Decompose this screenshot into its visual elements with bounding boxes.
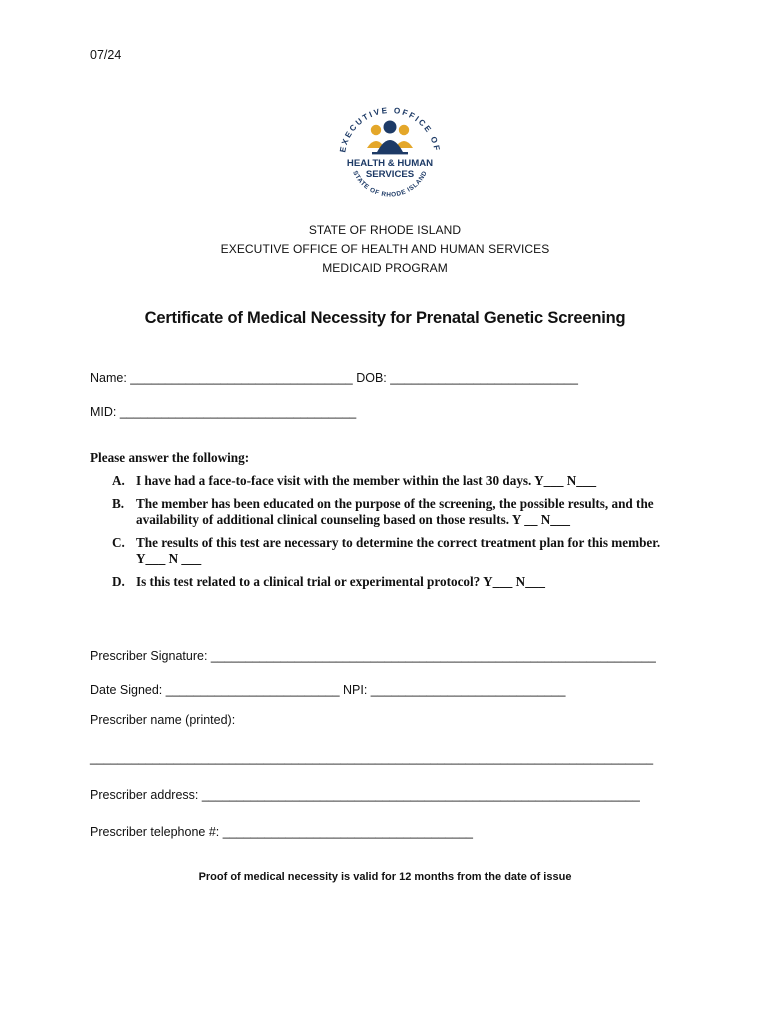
question-d[interactable] xyxy=(90,574,680,591)
agency-program: MEDICAID PROGRAM xyxy=(322,261,448,275)
instructions-lead: Please answer the following: xyxy=(90,450,250,465)
question-text: I have had a face-to-face visit with the member within the last 30 days. Y___ N___ xyxy=(136,473,597,488)
question-c[interactable] xyxy=(90,535,680,568)
question-b[interactable] xyxy=(90,496,680,529)
agency-office: EXECUTIVE OFFICE OF HEALTH AND HUMAN SERVICES xyxy=(220,242,550,256)
question-text: The results of this test are necessary to determine the correct treatment plan for this member. Y___ N ___ xyxy=(136,534,661,566)
question-text: Is this test related to a clinical trial or experimental protocol? Y___ N___ xyxy=(136,573,545,589)
questions-section xyxy=(90,450,680,596)
seal-title-line1: HEALTH & HUMAN xyxy=(346,158,434,169)
date-npi-field[interactable]: Date Signed: _________________________ NPI: ____________________________ xyxy=(90,683,566,697)
agency-state: STATE OF RHODE ISLAND xyxy=(308,223,462,237)
prescriber-address-field[interactable]: Prescriber address: _______________________________________________________________ xyxy=(90,788,640,802)
prescriber-name-label: Prescriber name (printed): xyxy=(90,713,236,727)
question-letter: B. xyxy=(112,495,125,511)
form-title: Certificate of Medical Necessity for Prenatal Genetic Screening xyxy=(144,309,626,327)
eohhs-seal-logo xyxy=(332,96,448,212)
prescriber-phone-field[interactable]: Prescriber telephone #: ____________________________________ xyxy=(90,825,473,839)
prescriber-signature-field[interactable]: Prescriber Signature: ________________________________________________________________ xyxy=(90,649,656,663)
question-letter: A. xyxy=(112,473,125,488)
form-revision-date: 07/24 xyxy=(90,48,122,62)
people-icon xyxy=(367,121,413,155)
question-a[interactable] xyxy=(90,473,680,490)
mid-field[interactable]: MID: __________________________________ xyxy=(90,405,357,419)
seal-title-line2: SERVICES xyxy=(365,169,415,180)
validity-note: Proof of medical necessity is valid for 12 months from the date of issue xyxy=(198,871,572,883)
seal-top-arc-text: EXECUTIVE OFFICE OF xyxy=(338,105,442,154)
prescriber-name-field[interactable]: _________________________________________________________________________________ xyxy=(90,751,654,765)
seal-bottom-arc-text: STATE OF RHODE ISLAND xyxy=(351,169,429,199)
question-text: The member has been educated on the purpose of the screening, the possible results, and the availability of additional clinical counseling based on those results. Y __ N___ xyxy=(136,495,654,527)
question-letter: D. xyxy=(112,573,125,589)
name-dob-field[interactable]: Name: ________________________________ DOB: ___________________________ xyxy=(90,371,578,385)
question-letter: C. xyxy=(112,534,125,550)
